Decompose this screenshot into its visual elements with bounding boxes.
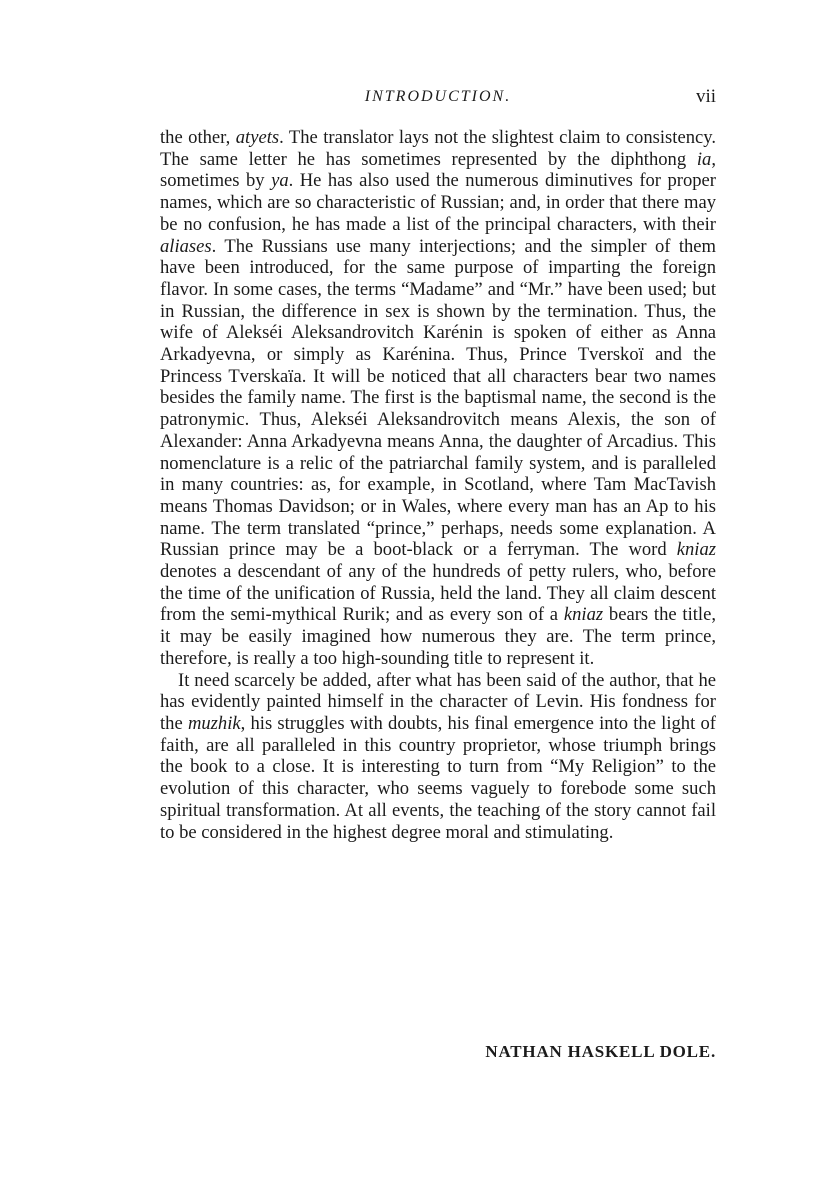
running-head: INTRODUCTION. [364, 88, 512, 105]
text-run: bears the title, it may be easily imagined how numerous they are. The term prince, therefore, is really a too high-sounding title to represent it. [160, 604, 716, 669]
text-run: . He has also used the numerous diminutives for proper names, which are so characteristic of Russian; and, in order that there may be no confusion, he has made a list of the principal characters, with their [160, 170, 716, 235]
italic-term: kniaz [563, 604, 604, 626]
text-run: . The translator lays not the slightest claim to consistency. The same letter he has sometimes represented by the diphthong [160, 127, 716, 170]
italic-term: aliases [160, 235, 212, 257]
text-run: denotes a descendant of any of the hundreds of petty rulers, who, before the time of the unification of Russia, held the land. They all claim descent from the semi-mythical Rurik; and as every son of a [160, 561, 716, 626]
italic-term: ia [696, 148, 712, 170]
text-run: the other, [160, 127, 236, 148]
page-header [160, 88, 716, 114]
text-run: , his struggles with doubts, his final emergence into the light of faith, are all paralleled in this country proprietor, whose triumph brings the book to a close. It is interesting to turn from “My Religion” to the evolution of this character, who seems vaguely to forebode some such spiritual transformation. At all events, the teaching of the story cannot fail to be considered in the highest degree moral and stimulating. [160, 712, 716, 843]
paragraph [160, 670, 716, 844]
text-run: . The Russians use many interjections; and the simpler of them have been introduced, for the same purpose of imparting the foreign flavor. In some cases, the terms “Madame” and “Mr.” have been used; but in Russian, the difference in sex is shown by the termination. Thus, the wife of Alekséi Aleksandrovitch Karénin is spoken of either as Anna Arkadyevna, or simply as Karénina. Thus, Prince Tverskoï and the Princess Tverskaïa. It will be noticed that all characters bear two names besides the family name. The first is the baptismal name, the second is the patronymic. Thus, Alekséi Aleksandrovitch means Alexis, the son of Alexander: Anna Arkadyevna means Anna, the daughter of Arcadius. This nomenclature is a relic of the patriarchal family system, and is paralleled in many countries: as, for example, in Scotland, where Tam MacTavish means Thomas Davidson; or in Wales, where every man has an Ap to his name. The term translated “prince,” perhaps, needs some explanation. A Russian prince may be a boot-black or a ferryman. The word [160, 235, 716, 561]
text-run: It need scarcely be added, after what has been said of the author, that he has evidently painted himself in the character of Levin. His fondness for the [160, 669, 716, 734]
body-text [160, 127, 716, 843]
text-run: , sometimes by [160, 148, 716, 192]
italic-term: ya [271, 170, 289, 192]
paragraph [160, 127, 716, 670]
italic-term: kniaz [676, 539, 716, 561]
italic-term: atyets [235, 127, 280, 148]
italic-term: muzhik [187, 712, 241, 734]
author-signature: NATHAN HASKELL DOLE. [485, 1042, 716, 1061]
page-number: vii [695, 86, 716, 107]
